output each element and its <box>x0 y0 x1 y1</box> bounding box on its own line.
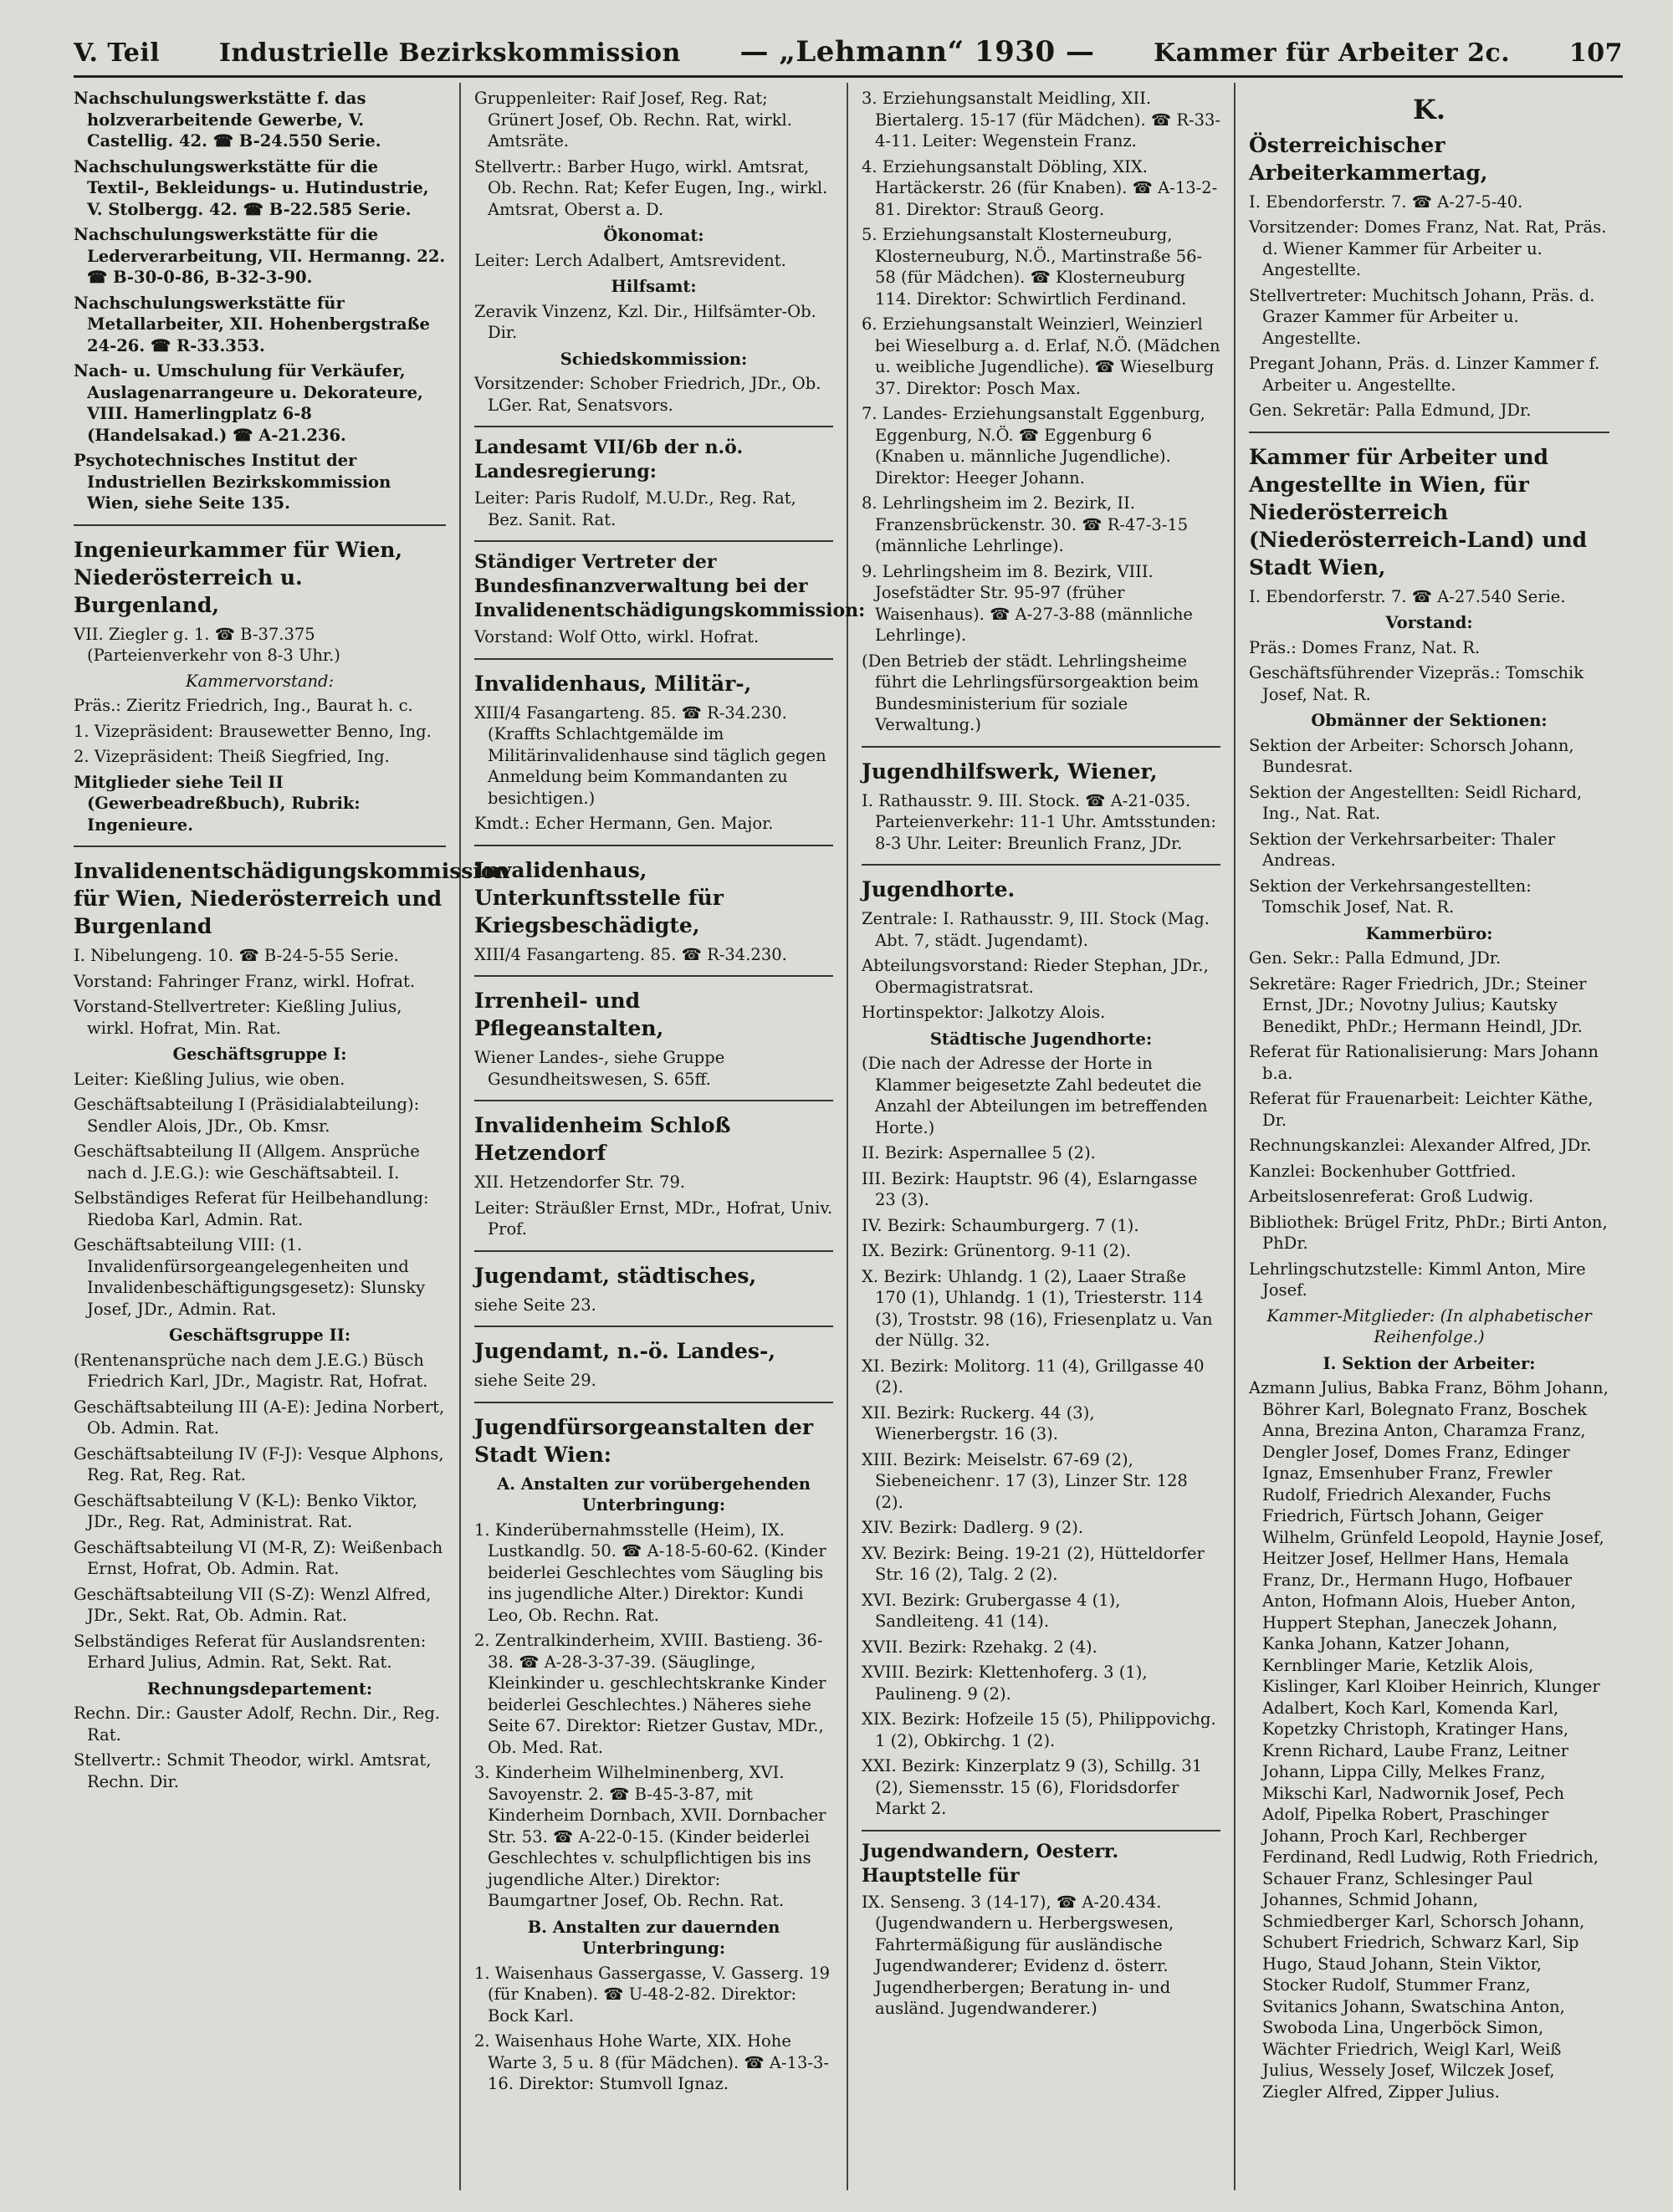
entry-text: Sektion der Verkehrsangestellten: Tomschik Josef, Nat. R. <box>1249 876 1532 917</box>
entry-heading: Mitglieder siehe Teil II (Gewerbeadreßbuch), Rubrik: Ingenieure. <box>74 772 361 835</box>
entry-text: 1. Kinderübernahmsstelle (Heim), IX. Lustkandlg. 50. ☎ A-18-5-60-62. (Kinder beiderlei Geschlechtes vom Säugling bis ins jugendliche Alter.) Direktor: Kundi Leo, Ob. Rechn. Rat. <box>474 1520 826 1625</box>
entry-text: Lehrlingschutzstelle: Kimml Anton, Mire Josef. <box>1249 1259 1586 1300</box>
divider <box>74 524 446 526</box>
entry-text: Stellvertr.: Barber Hugo, wirkl. Amtsrat, Ob. Rechn. Rat; Kefer Eugen, Ing., wirkl. Amtsrat, Oberst a. D. <box>474 156 828 219</box>
entry-text: Präs.: Zieritz Friedrich, Ing., Baurat h. c. <box>74 696 413 715</box>
entry-text: Vorstand: Fahringer Franz, wirkl. Hofrat. <box>74 971 416 991</box>
entry-heading: Nach- u. Umschulung für Verkäufer, Auslagenarrangeure u. Dekorateure, VIII. Hamerlingplatz 6-8 (Handelsakad.) ☎ A-21.236. <box>74 361 423 445</box>
column-1 <box>74 83 510 2190</box>
divider <box>1249 432 1609 433</box>
column-4 <box>1236 83 1623 2190</box>
entry-text: 3. Kinderheim Wilhelminenberg, XVI. Savoyenstr. 2. ☎ B-45-3-87, mit Kinderheim Dornbach, XVII. Dornbacher Str. 53. ☎ A-22-0-15. (Kinder beiderlei Geschlechtes v. schulpflichtigen bis ins jugendliche Alter.) Direktor: Baumgartner Josef, Ob. Rechn. Rat. <box>474 1763 826 1910</box>
entry-text: Kanzlei: Bockenhuber Gottfried. <box>1249 1161 1517 1181</box>
entry-text: IX. Bezirk: Grünentorg. 9-11 (2). <box>862 1241 1131 1260</box>
entry-text: Geschäftsführender Vizepräs.: Tomschik Josef, Nat. R. <box>1249 663 1584 704</box>
entry-text: I. Ebendorferstr. 7. ☎ A-27.540 Serie. <box>1249 586 1566 606</box>
entry-text: I. Rathausstr. 9. III. Stock. ☎ A-21-035. Parteienverkehr: 11-1 Uhr. Amtsstunden: 8-3 Uhr. Leiter: Breunlich Franz, JDr. <box>862 790 1216 853</box>
entry-text: (Die nach der Adresse der Horte in Klammer beigesetzte Zahl bedeutet die Anzahl der Abteilungen im betreffenden Horte.) <box>862 1054 1208 1137</box>
entry-text: Azmann Julius, Babka Franz, Böhm Johann, Böhrer Karl, Bolegnato Franz, Boschek Anna, Brezina Anton, Charamza Franz, Dengler Josef, Domes Franz, Edinger Ignaz, Emsenhuber Franz, Frewler Rudolf, Friedrich Alexander, Fuchs Friedrich, Fürtsch Johann, Geiger Wilhelm, Grünfeld Leopold, Haynie Josef, Heitzer Josef, Hellmer Hans, Hemala Franz, Dr., Hermann Hugo, Hofbauer Anton, Hofmann Alois, Hueber Anton, Huppert Stephan, Janeczek Johann, Kanka Johann, Katzer Johann, Kernblinger Marie, Ketzlik Alois, Kislinger, Karl Kloiber Heinrich, Klunger Adalbert, Koch Karl, Komenda Karl, Kopetzky Christoph, Kratinger Hans, Krenn Richard, Laube Franz, Leitner Johann, Lippa Cilly, Melkes Franz, Mikschi Karl, Nadwornik Josef, Pech Adolf, Pipelka Robert, Praschinger Johann, Proch Karl, Rechberger Ferdinand, Redl Ludwig, Roth Friedrich, Schauer Franz, Schlesinger Paul Johannes, Schmid Johann, Schmiedberger Karl, Schorsch Johann, Schubert Friedrich, Schwarz Karl, Sip Hugo, Staud Johann, Stein Viktor, Stocker Rudolf, Stummer Franz, Svitanics Johann, Swatschina Anton, Swoboda Lina, Ungerböck Simon, Wächter Friedrich, Weigl Karl, Weiß Julius, Wessely Josef, Wilczek Josef, Ziegler Alfred, Zipper Julius. <box>1249 1378 1609 2102</box>
entry-text: siehe Seite 23. <box>474 1295 596 1315</box>
section-title: Invalidenhaus, Militär-, <box>474 671 752 696</box>
subsection-heading: Geschäftsgruppe II: <box>168 1326 351 1345</box>
text-columns <box>74 83 1623 2190</box>
entry-text: 1. Waisenhaus Gassergasse, V. Gasserg. 19 (für Knaben). ☎ U-48-2-82. Direktor: Bock Karl. <box>474 1963 831 2026</box>
section-title: Irrenheil- und Pflegeanstalten, <box>474 989 664 1040</box>
entry-text: Gruppenleiter: Raif Josef, Reg. Rat; Grünert Josef, Ob. Rechn. Rat, wirkl. Amtsräte. <box>474 89 792 151</box>
section-title: Industrielle Bezirkskommission <box>218 38 681 68</box>
entry-text: Geschäftsabteilung VI (M-R, Z): Weißenbach Ernst, Hofrat, Ob. Admin. Rat. <box>74 1537 443 1578</box>
entry-text: X. Bezirk: Uhlandg. 1 (2), Laaer Straße 170 (1), Uhlandg. 1 (1), Triesterstr. 114 (3), Troststr. 98 (16), Friesenplatz u. Van der Nüllg. 32. <box>862 1266 1213 1350</box>
divider <box>862 1830 1220 1831</box>
entry-text: Wiener Landes-, siehe Gruppe Gesundheitswesen, S. 65ff. <box>474 1048 725 1089</box>
entry-text: XV. Bezirk: Being. 19-21 (2), Hütteldorfer Str. 16 (2), Talg. 2 (2). <box>862 1543 1205 1584</box>
section-title: Jugendwandern, Oesterr. Hauptstelle für <box>862 1840 1119 1887</box>
entry-text: 1. Vizepräsident: Brausewetter Benno, Ing. <box>74 721 432 741</box>
column-2 <box>461 83 866 2190</box>
subsection-heading: Städtische Jugendhorte: <box>929 1029 1153 1049</box>
section-title: Ingenieurkammer für Wien, Niederösterreich u. Burgenland, <box>74 537 403 617</box>
entry-text: III. Bezirk: Hauptstr. 96 (4), Eslarngasse 23 (3). <box>862 1168 1198 1209</box>
entry-text: 9. Lehrlingsheim im 8. Bezirk, VIII. Josefstädter Str. 95-97 (früher Waisenhaus). ☎ A-27-3-88 (männliche Lehrlinge). <box>862 561 1193 645</box>
entry-text: Geschäftsabteilung VII (S-Z): Wenzl Alfred, JDr., Sekt. Rat, Ob. Admin. Rat. <box>74 1584 432 1625</box>
subsection-heading: Ökonomat: <box>603 226 704 245</box>
column-3 <box>848 83 1236 2190</box>
entry-text: XIII/4 Fasangarteng. 85. ☎ R-34.230. <box>474 944 787 964</box>
divider <box>474 1100 833 1101</box>
entry-text: XIII/4 Fasangarteng. 85. ☎ R-34.230. (Kraffts Schlachtgemälde im Militärinvalidenhause sind täglich gegen Anmeldung beim Kommandanten zu besichtigen.) <box>474 702 826 808</box>
entry-text: XVIII. Bezirk: Klettenhoferg. 3 (1), Paulineng. 9 (2). <box>862 1663 1148 1704</box>
subsection-caption: Kammer-Mitglieder: (In alphabetischer Reihenfolge.) <box>1266 1305 1592 1346</box>
entry-text: Geschäftsabteilung IV (F-J): Vesque Alphons, Reg. Rat, Reg. Rat. <box>74 1443 444 1484</box>
entry-text: 6. Erziehungsanstalt Weinzierl, Weinzierl bei Wieselburg a. d. Erlaf, N.Ö. (Mädchen u. weibliche Jugendliche). ☎ Wieselburg 37. Direktor: Posch Max. <box>862 314 1220 398</box>
entry-text: Abteilungsvorstand: Rieder Stephan, JDr., Obermagistratsrat. <box>862 956 1209 997</box>
entry-text: Geschäftsabteilung III (A-E): Jedina Norbert, Ob. Admin. Rat. <box>74 1397 445 1438</box>
entry-text: 2. Waisenhaus Hohe Warte, XIX. Hohe Warte 3, 5 u. 8 (für Mädchen). ☎ A-13-3-16. Direktor: Stumvoll Ignaz. <box>474 2031 829 2093</box>
subsection-heading: Kammerbüro: <box>1365 923 1493 943</box>
page-header <box>74 25 1623 78</box>
entry-text: Vorsitzender: Schober Friedrich, JDr., Ob. LGer. Rat, Senatsvors. <box>474 374 821 415</box>
divider <box>474 540 833 542</box>
section-title: Jugendamt, n.-ö. Landes-, <box>474 1339 776 1363</box>
entry-text: Rechn. Dir.: Gauster Adolf, Rechn. Dir., Reg. Rat. <box>74 1704 441 1745</box>
subsection-caption: Kammervorstand: <box>185 671 335 691</box>
entry-text: Hortinspektor: Jalkotzy Alois. <box>862 1003 1106 1022</box>
entry-text: 2. Vizepräsident: Theiß Siegfried, Ing. <box>74 747 390 766</box>
entry-text: XII. Hetzendorfer Str. 79. <box>474 1172 686 1192</box>
divider <box>474 1326 833 1327</box>
entry-text: XI. Bezirk: Molitorg. 11 (4), Grillgasse 40 (2). <box>862 1356 1205 1397</box>
entry-text: Bibliothek: Brügel Fritz, PhDr.; Birti Anton, PhDr. <box>1249 1212 1608 1253</box>
subsection-heading: Schiedskommission: <box>560 349 748 369</box>
entry-text: XIX. Bezirk: Hofzeile 15 (5), Philippovichg. 1 (2), Obkirchg. 1 (2). <box>862 1709 1216 1750</box>
entry-text: Sekretäre: Rager Friedrich, JDr.; Steiner Ernst, JDr.; Novotny Julius; Kautsky Benedikt, PhDr.; Hermann Heindl, JDr. <box>1249 973 1587 1036</box>
divider <box>74 845 446 847</box>
entry-text: Zentrale: I. Rathausstr. 9, III. Stock (Mag. Abt. 7, städt. Jugendamt). <box>862 909 1210 950</box>
entry-text: Kmdt.: Echer Hermann, Gen. Major. <box>474 814 774 833</box>
entry-heading: Psychotechnisches Institut der Industriellen Bezirkskommission Wien, siehe Seite 135. <box>74 451 391 513</box>
section-title: Jugendfürsorgeanstalten der Stadt Wien: <box>474 1414 814 1467</box>
entry-text: I. Ebendorferstr. 7. ☎ A-27-5-40. <box>1249 192 1523 212</box>
divider <box>474 658 833 660</box>
entry-heading: Nachschulungswerkstätte für die Textil-, Bekleidungs- u. Hutindustrie, V. Stolbergg. 42. ☎ B-22.585 Serie. <box>74 156 429 219</box>
divider <box>474 426 833 427</box>
entry-text: Geschäftsabteilung V (K-L): Benko Viktor, JDr., Reg. Rat, Administrat. Rat. <box>74 1490 417 1531</box>
section-title: Jugendhilfswerk, Wiener, <box>862 759 1158 784</box>
entry-text: I. Nibelungeng. 10. ☎ B-24-5-55 Serie. <box>74 946 399 965</box>
entry-text: Sektion der Arbeiter: Schorsch Johann, Bundesrat. <box>1249 735 1574 776</box>
entry-text: siehe Seite 29. <box>474 1371 596 1390</box>
entry-text: Selbständiges Referat für Auslandsrenten: Erhard Julius, Admin. Rat, Sekt. Rat. <box>74 1631 427 1672</box>
entry-text: Zeravik Vinzenz, Kzl. Dir., Hilfsämter-Ob. Dir. <box>474 301 816 342</box>
entry-text: Stellvertr.: Schmit Theodor, wirkl. Amtsrat, Rechn. Dir. <box>74 1750 432 1791</box>
divider <box>862 746 1220 748</box>
entry-text: (Rentenansprüche nach dem J.E.G.) Büsch Friedrich Karl, JDr., Magistr. Rat, Hofrat. <box>74 1350 428 1391</box>
edition-title: — „Lehmann“ 1930 — <box>739 35 1095 69</box>
entry-text: II. Bezirk: Aspernallee 5 (2). <box>862 1143 1096 1162</box>
section-title: Invalidenentschädigungskommission für Wien, Niederösterreich und Burgenland <box>74 859 510 938</box>
section-title: Jugendamt, städtisches, <box>474 1263 757 1288</box>
subsection-heading: A. Anstalten zur vorübergehenden Unterbringung: <box>497 1474 811 1515</box>
entry-text: XVII. Bezirk: Rzehakg. 2 (4). <box>862 1637 1097 1657</box>
divider <box>474 1402 833 1403</box>
entry-heading: Nachschulungswerkstätte für die Lederverarbeitung, VII. Hermanng. 22. ☎ B-30-0-86, B-32-3-90. <box>74 225 446 287</box>
entry-text: Gen. Sekr.: Palla Edmund, JDr. <box>1249 948 1502 968</box>
section-title: Invalidenhaus, Unterkunftsstelle für Kriegsbeschädigte, <box>474 857 724 937</box>
entry-heading: Nachschulungswerkstätte f. das holzverarbeitende Gewerbe, V. Castellig. 42. ☎ B-24.550 Serie. <box>74 89 381 151</box>
entry-text: Geschäftsabteilung II (Allgem. Ansprüche nach d. J.E.G.): wie Geschäftsabteil. I. <box>74 1142 420 1183</box>
subsection-heading: Vorstand: <box>1385 613 1473 632</box>
entry-text: XXI. Bezirk: Kinzerplatz 9 (3), Schillg. 31 (2), Siemensstr. 15 (6), Floridsdorfer Markt 2. <box>862 1756 1203 1818</box>
entry-text: XVI. Bezirk: Grubergasse 4 (1), Sandleiteng. 41 (14). <box>862 1590 1121 1631</box>
subsection-heading: Geschäftsgruppe I: <box>172 1045 347 1064</box>
entry-text: IV. Bezirk: Schaumburgerg. 7 (1). <box>862 1215 1139 1235</box>
entry-text: XIV. Bezirk: Dadlerg. 9 (2). <box>862 1518 1084 1537</box>
page-number: 107 <box>1568 38 1623 68</box>
entry-text: XIII. Bezirk: Meiselstr. 67-69 (2), Siebeneichenг. 17 (3), Linzer Str. 128 (2). <box>862 1449 1188 1512</box>
section-title: Kammer für Arbeiter und Angestellte in Wien, für Niederösterreich (Niederösterreich-Land) und Stadt Wien, <box>1249 444 1588 580</box>
divider <box>862 864 1220 866</box>
entry-text: 2. Zentralkinderheim, XVIII. Bastieng. 36-38. ☎ A-28-3-37-39. (Säuglinge, Kleinkinder u. geschlechtskranke Kinder beiderlei Geschlechtes.) Näheres siehe Seite 67. Direktor: Rietzer Gustav, MDr., Ob. Med. Rat. <box>474 1631 826 1757</box>
subsection-heading: Hilfsamt: <box>611 277 697 296</box>
entry-text: Sektion der Angestellten: Seidl Richard, Ing., Nat. Rat. <box>1249 782 1583 823</box>
letter-heading: K. <box>1413 94 1445 125</box>
entry-text: Referat für Frauenarbeit: Leichter Käthe, Dr. <box>1249 1089 1594 1130</box>
entry-text: Pregant Johann, Präs. d. Linzer Kammer f. Arbeiter u. Angestellte. <box>1249 354 1600 395</box>
subsection-heading: Obmänner der Sektionen: <box>1311 711 1548 730</box>
section-title: Jugendhorte. <box>862 877 1016 902</box>
divider <box>474 975 833 977</box>
entry-text: Vorstand-Stellvertreter: Kießling Julius, wirkl. Hofrat, Min. Rat. <box>74 997 402 1038</box>
entry-text: Gen. Sekretär: Palla Edmund, JDr. <box>1249 401 1532 420</box>
running-title: Kammer für Arbeiter 2c. <box>1154 38 1511 68</box>
entry-text: VII. Ziegler g. 1. ☎ B-37.375 (Parteienverkehr von 8-3 Uhr.) <box>74 624 340 665</box>
entry-text: 5. Erziehungsanstalt Klosterneuburg, Klosterneuburg, N.Ö., Martinstraße 56-58 (für Mädchen). ☎ Klosterneuburg 114. Direktor: Schwirtlich Ferdinand. <box>862 225 1203 309</box>
section-title: Invalidenheim Schloß Hetzendorf <box>474 1113 731 1165</box>
subsection-heading: I. Sektion der Arbeiter: <box>1323 1353 1536 1373</box>
divider <box>474 845 833 846</box>
section-title: Landesamt VII/6b der n.ö. Landesregierung: <box>474 437 744 483</box>
entry-text: Leiter: Kießling Julius, wie oben. <box>74 1069 345 1089</box>
entry-heading: Nachschulungswerkstätte für Metallarbeiter, XII. Hohenbergstraße 24-26. ☎ R-33.353. <box>74 293 430 355</box>
entry-text: Rechnungskanzlei: Alexander Alfred, JDr. <box>1249 1136 1592 1155</box>
entry-text: Arbeitslosenreferat: Groß Ludwig. <box>1249 1187 1534 1206</box>
entry-text: 3. Erziehungsanstalt Meidling, XII. Biertalerg. 15-17 (für Mädchen). ☎ R-33-4-11. Leiter: Wegenstein Franz. <box>862 89 1221 151</box>
entry-text: Selbständiges Referat für Heilbehandlung: Riedoba Karl, Admin. Rat. <box>74 1188 429 1229</box>
section-title: Ständiger Vertreter der Bundesfinanzverwaltung bei der Invalidenentschädigungskommission: <box>474 551 866 621</box>
entry-text: Geschäftsabteilung VIII: (1. Invalidenfürsorgeangelegenheiten und Invalidenbeschäftigungsgesetz): Slunsky Josef, JDr., Admin. Rat. <box>74 1235 426 1319</box>
entry-text: (Den Betrieb der städt. Lehrlingsheime führt die Lehrlingsfürsorgeaktion beim Bundesministerium für soziale Verwaltung.) <box>862 651 1199 734</box>
subsection-heading: Rechnungsdepartement: <box>146 1678 373 1699</box>
entry-text: 8. Lehrlingsheim im 2. Bezirk, II. Franzensbrückenstr. 30. ☎ R-47-3-15 (männliche Lehrlinge). <box>862 493 1189 555</box>
entry-text: Geschäftsabteilung I (Präsidialabteilung): Sendler Alois, JDr., Ob. Kmsr. <box>74 1095 420 1136</box>
section-title: Österreichischer Arbeiterkammertag, <box>1249 132 1488 185</box>
entry-text: Vorstand: Wolf Otto, wirkl. Hofrat. <box>474 627 760 646</box>
entry-text: Präs.: Domes Franz, Nat. R. <box>1249 637 1481 657</box>
entry-text: Leiter: Lerch Adalbert, Amtsrevident. <box>474 250 786 270</box>
entry-text: XII. Bezirk: Ruckerg. 44 (3), Wienerbergstr. 16 (3). <box>862 1402 1095 1443</box>
part-label: V. Teil <box>74 38 161 68</box>
entry-text: Referat für Rationalisierung: Mars Johann b.a. <box>1249 1042 1599 1083</box>
entry-text: IX. Senseng. 3 (14-17), ☎ A-20.434. (Jugendwandern u. Herbergswesen, Fahrtermäßigung für ausländische Jugendwanderer; Evidenz d. österr. Jugendherbergen; Beratung in- und ausländ. Jugendwanderer.) <box>862 1892 1174 2018</box>
subsection-heading: B. Anstalten zur dauernden Unterbringung: <box>527 1917 780 1958</box>
entry-text: 7. Landes- Erziehungsanstalt Eggenburg, Eggenburg, N.Ö. ☎ Eggenburg 6 (Knaben u. männliche Jugendliche). Direktor: Heeger Johann. <box>862 404 1205 488</box>
entry-text: Leiter: Paris Rudolf, M.U.Dr., Reg. Rat, Bez. Sanit. Rat. <box>474 488 796 529</box>
entry-text: Vorsitzender: Domes Franz, Nat. Rat, Präs. d. Wiener Kammer für Arbeiter u. Angestellte. <box>1249 217 1607 279</box>
entry-text: 4. Erziehungsanstalt Döbling, XIX. Hartäckerstr. 26 (für Knaben). ☎ A-13-2-81. Direktor: Strauß Georg. <box>862 156 1218 219</box>
entry-text: Sektion der Verkehrsarbeiter: Thaler Andreas. <box>1249 829 1556 870</box>
entry-text: Leiter: Sträußler Ernst, MDr., Hofrat, Univ. Prof. <box>474 1198 833 1239</box>
divider <box>474 1250 833 1252</box>
entry-text: Stellvertreter: Muchitsch Johann, Präs. d. Grazer Kammer für Arbeiter u. Angestellte. <box>1249 285 1595 348</box>
